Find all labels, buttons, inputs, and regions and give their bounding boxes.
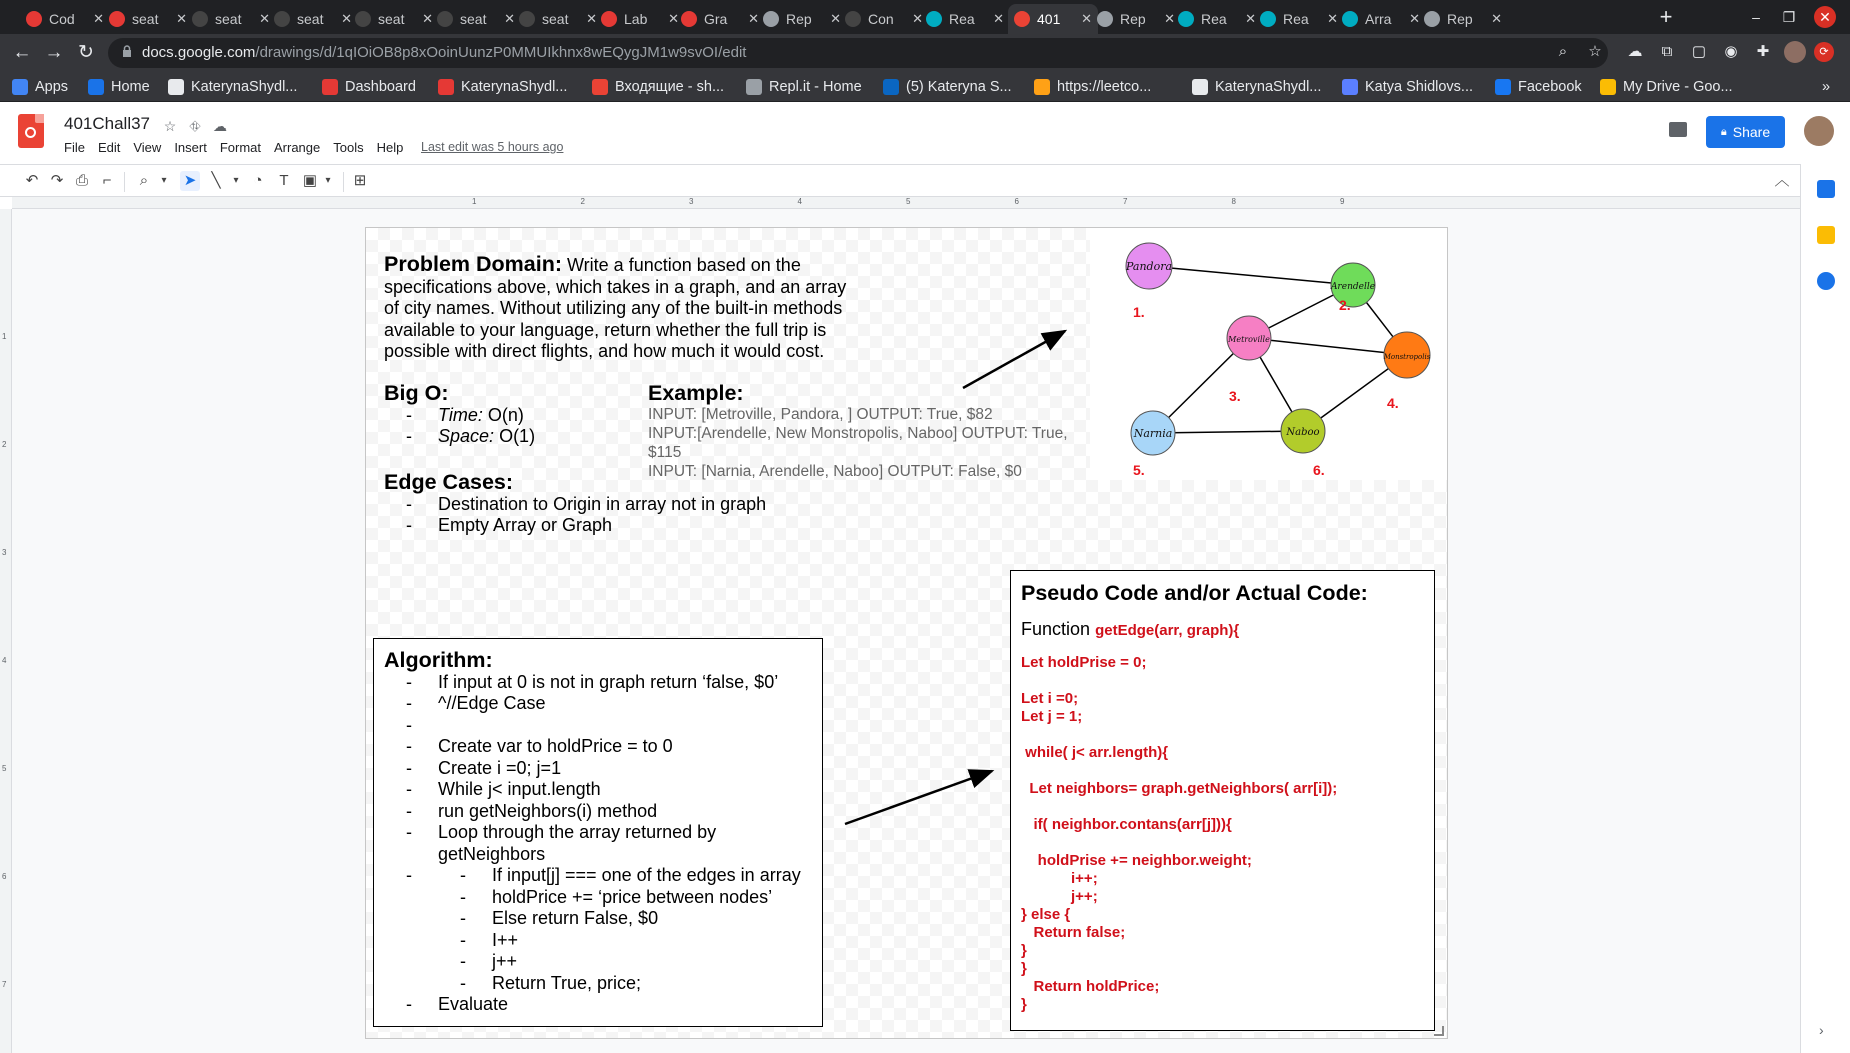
graph-number-label: 3. [1229, 388, 1241, 404]
bookmark-label: Repl.it - Home [769, 79, 862, 95]
problem-domain-text[interactable] [384, 254, 864, 363]
zoom-tool-icon[interactable]: ⌕ [139, 172, 149, 189]
tab-close-icon[interactable]: ✕ [586, 11, 597, 26]
graph-node-label: Metroville [1228, 335, 1270, 344]
bookmark-icon [883, 79, 899, 95]
extension-copy-icon[interactable]: ⧉ [1661, 43, 1673, 60]
select-arrow-icon[interactable]: ➤ [180, 171, 200, 191]
code-line [1021, 834, 1431, 852]
tab-favicon-icon [274, 11, 290, 27]
horizontal-ruler [12, 197, 1800, 209]
tab-label: Gra [704, 11, 728, 27]
bookmark-item[interactable] [1342, 77, 1473, 97]
browser-tab[interactable] [103, 4, 193, 34]
browser-tab[interactable] [839, 4, 929, 34]
algorithm-spacer [384, 715, 824, 737]
code-line: Let j = 1; [1021, 708, 1083, 725]
ruler-tick: 4 [2, 656, 7, 665]
bookmark-icon [1034, 79, 1050, 95]
tab-label: seat [132, 11, 159, 27]
problem-heading: Problem Domain: [384, 252, 562, 276]
browser-tab[interactable] [20, 4, 110, 34]
tab-close-icon[interactable]: ✕ [1081, 11, 1092, 26]
tab-close-icon[interactable]: ✕ [668, 11, 679, 26]
browser-tab[interactable] [675, 4, 765, 34]
graph-edge[interactable] [1153, 431, 1303, 433]
problem-description: Write a function based on the specifications above, which takes in a graph, and an array of city names. Without utilizing any of the built-in methods available to your language, return whether the full trip is possible with direct flights, and how much it would cost. [384, 255, 847, 361]
bookmark-icon [1600, 79, 1616, 95]
extension-glasses-icon[interactable]: ◉ [1724, 43, 1738, 60]
lock-icon [122, 45, 132, 57]
tab-favicon-icon [1424, 11, 1440, 27]
function-signature: getEdge(arr, graph){ [1095, 621, 1240, 639]
resize-handle[interactable] [1434, 1026, 1444, 1036]
bookmark-item[interactable] [1034, 77, 1151, 97]
bookmark-item[interactable] [12, 77, 68, 97]
edge-cases-text[interactable] [384, 472, 844, 537]
tab-favicon-icon [437, 11, 453, 27]
tab-close-icon[interactable]: ✕ [912, 11, 923, 26]
browser-toolbar [0, 34, 1850, 71]
calendar-icon[interactable] [1817, 180, 1835, 198]
ruler-tick: 7 [2, 980, 7, 989]
bookmark-item[interactable] [592, 77, 724, 97]
code-line: Return false; [1021, 924, 1126, 941]
image-dropdown-icon[interactable]: ▾ [325, 175, 331, 186]
print-icon[interactable]: ⎙ [75, 172, 88, 189]
tab-favicon-icon [192, 11, 208, 27]
tab-label: Rea [1201, 11, 1227, 27]
vertical-ruler [0, 209, 12, 1053]
tab-label: Arra [1365, 11, 1392, 27]
menu-help[interactable]: Help [376, 140, 404, 155]
bookmark-item[interactable] [1600, 77, 1733, 97]
move-folder-icon[interactable]: ⛗ [189, 118, 201, 134]
bookmark-label: (5) Kateryna S... [906, 79, 1012, 95]
space-complexity: - Space: O(1) [384, 426, 624, 448]
extension-box-icon[interactable]: ▢ [1691, 43, 1707, 60]
bookmark-item[interactable] [322, 77, 416, 97]
ruler-tick: 5 [2, 764, 7, 773]
account-avatar[interactable] [1804, 116, 1834, 146]
code-line: while( j< arr.length){ [1021, 744, 1169, 761]
tab-favicon-icon [1014, 11, 1030, 27]
tab-favicon-icon [1097, 11, 1113, 27]
tab-close-icon[interactable]: ✕ [1327, 11, 1338, 26]
code-line: j++; [1021, 888, 1098, 905]
star-icon[interactable]: ☆ [163, 118, 177, 134]
graph-edge[interactable] [1149, 266, 1353, 285]
browser-tab[interactable] [1091, 4, 1181, 34]
code-line: i++; [1021, 870, 1098, 887]
tab-close-icon[interactable]: ✕ [504, 11, 515, 26]
algorithm-step: - ^//Edge Case [384, 693, 824, 715]
example-line: INPUT: [Narnia, Arendelle, Naboo] OUTPUT: False, $0 [648, 462, 1022, 480]
code-line [1021, 672, 1431, 690]
algorithm-step: - Evaluate [384, 994, 824, 1016]
menu-insert[interactable]: Insert [174, 140, 207, 155]
bookmark-icon [1495, 79, 1511, 95]
keep-icon[interactable] [1817, 226, 1835, 244]
example-line: INPUT:[Arendelle, New Monstropolis, Naboo] OUTPUT: True, $115 [648, 424, 1068, 461]
forward-icon[interactable]: → [44, 42, 64, 63]
ruler-tick: 3 [2, 548, 7, 557]
menu-tools[interactable]: Tools [333, 140, 364, 155]
tab-favicon-icon [1260, 11, 1276, 27]
code-line: } [1021, 960, 1027, 977]
bookmarks-bar [0, 71, 1850, 102]
bookmark-item[interactable] [88, 77, 150, 97]
graph-node-label: Narnia [1133, 427, 1173, 440]
address-bar[interactable] [108, 38, 1608, 68]
graph-node-label: Monstropolis [1383, 353, 1431, 361]
browser-tab[interactable] [757, 4, 847, 34]
drawing-toolbar [0, 164, 1800, 197]
code-line [1021, 798, 1431, 816]
tab-label: Rea [949, 11, 975, 27]
browser-tab-strip [0, 0, 1850, 34]
toolbar-divider [124, 172, 125, 192]
extensions-puzzle-icon[interactable]: ✚ [1756, 43, 1770, 60]
algorithm-substep: - I++ [438, 930, 824, 952]
tab-favicon-icon [601, 11, 617, 27]
bookmark-icon [438, 79, 454, 95]
browser-tab[interactable] [1008, 4, 1098, 34]
algorithm-step: - While j< input.length [384, 779, 824, 801]
zoom-dropdown-icon[interactable]: ▾ [161, 175, 167, 186]
tab-favicon-icon [763, 11, 779, 27]
bookmark-label: Facebook [1518, 79, 1582, 95]
extension-cloud-icon[interactable]: ☁ [1627, 43, 1643, 60]
ruler-tick: 6 [1014, 197, 1019, 206]
browser-tab[interactable] [1172, 4, 1262, 34]
edge-case-item: - Destination to Origin in array not in graph [384, 494, 844, 516]
bookmark-item[interactable] [1192, 77, 1321, 97]
tab-favicon-icon [845, 11, 861, 27]
ruler-tick: 1 [2, 332, 7, 341]
expand-chevron-icon[interactable]: › [1819, 1022, 1824, 1038]
code-line: Return holdPrice; [1021, 978, 1160, 995]
code-line: if( neighbor.contans(arr[j])){ [1021, 816, 1232, 833]
edge-cases-heading: Edge Cases: [384, 470, 514, 494]
code-line [1021, 762, 1431, 780]
graph-number-label: 2. [1339, 297, 1351, 313]
tab-close-icon[interactable]: ✕ [176, 11, 187, 26]
cloud-saved-icon[interactable]: ☁ [213, 118, 227, 134]
shape-tool-icon[interactable]: ◔ [253, 172, 263, 189]
ruler-tick: 2 [580, 197, 585, 206]
browser-tab[interactable] [268, 4, 358, 34]
bookmark-label: Входящие - sh... [615, 79, 725, 95]
menu-format[interactable]: Format [219, 140, 261, 155]
menu-edit[interactable]: Edit [97, 140, 121, 155]
algorithm-substep: - Else return False, $0 [438, 908, 824, 930]
code-line: Let holdPrise = 0; [1021, 654, 1147, 671]
algorithm-substep: - j++ [438, 951, 824, 973]
bookmark-icon [88, 79, 104, 95]
ruler-tick: 1 [472, 197, 477, 206]
code-line: } [1021, 996, 1027, 1013]
algorithm-substep: - - If input[j] === one of the edges in array [438, 865, 824, 887]
add-comment-icon[interactable]: ⊞ [353, 172, 367, 189]
share-button[interactable] [1706, 116, 1785, 148]
tab-close-icon[interactable]: ✕ [1409, 11, 1420, 26]
drawings-header [0, 102, 1850, 164]
code-line: } else { [1021, 906, 1071, 923]
comments-icon[interactable] [1669, 122, 1687, 137]
bookmark-icon [746, 79, 762, 95]
profile-avatar[interactable] [1784, 41, 1806, 63]
algorithm-text[interactable] [384, 650, 824, 1016]
browser-tab[interactable] [1418, 4, 1508, 34]
ruler-tick: 5 [906, 197, 911, 206]
tab-close-icon[interactable]: ✕ [1164, 11, 1175, 26]
tab-close-icon[interactable]: ✕ [93, 11, 104, 26]
tab-label: Rea [1283, 11, 1309, 27]
ruler-tick: 8 [1231, 197, 1236, 206]
time-complexity: - Time: O(n) [384, 405, 624, 427]
ruler-tick: 3 [689, 197, 694, 206]
bookmark-icon [322, 79, 338, 95]
code-line [1021, 726, 1431, 744]
ruler-tick: 2 [2, 440, 7, 449]
algorithm-step: - run getNeighbors(i) method [384, 801, 824, 823]
bookmark-label: KaterynaShydl... [461, 79, 568, 95]
bookmark-item[interactable] [168, 77, 297, 97]
tab-favicon-icon [926, 11, 942, 27]
undo-icon[interactable]: ↶ [25, 172, 39, 189]
browser-tab[interactable] [513, 4, 603, 34]
graph-number-label: 5. [1133, 462, 1145, 478]
algorithm-step: - If input at 0 is not in graph return ‘false, $0’ [384, 672, 824, 694]
bookmark-item[interactable] [746, 77, 862, 97]
graph-number-label: 1. [1133, 304, 1145, 320]
algorithm-step: - Create i =0; j=1 [384, 758, 824, 780]
tab-label: seat [378, 11, 405, 27]
document-title[interactable]: 401Chall37 [64, 114, 151, 133]
big-o-text[interactable] [384, 383, 624, 448]
graph-node-label: Pandora [1125, 260, 1173, 273]
bookmark-icon [1342, 79, 1358, 95]
bookmark-icon [1192, 79, 1208, 95]
ruler-tick: 7 [1123, 197, 1128, 206]
big-o-heading: Big O: [384, 381, 449, 405]
tab-close-icon[interactable]: ✕ [830, 11, 841, 26]
toolbar-divider [343, 172, 344, 192]
tab-close-icon[interactable]: ✕ [259, 11, 270, 26]
line-tool-icon[interactable]: ╲ [211, 172, 221, 189]
menu-view[interactable]: View [133, 140, 162, 155]
image-icon[interactable]: ▣ [302, 172, 318, 189]
tab-close-icon[interactable]: ✕ [341, 11, 352, 26]
algorithm-substep: - holdPrice += ‘price between nodes’ [438, 887, 824, 909]
algorithm-step: - Create var to holdPrice = to 0 [384, 736, 824, 758]
tab-favicon-icon [109, 11, 125, 27]
more-bookmarks-icon[interactable]: » [1822, 79, 1831, 95]
bookmark-label: Katya Shidlovs... [1365, 79, 1473, 95]
tab-label: Con [868, 11, 894, 27]
ruler-tick: 4 [797, 197, 802, 206]
menu-file[interactable]: File [64, 140, 85, 155]
graph-node-label: Naboo [1286, 427, 1320, 438]
algorithm-heading: Algorithm: [384, 648, 493, 672]
browser-tab[interactable] [186, 4, 276, 34]
pseudo-code-text[interactable] [1021, 583, 1431, 1014]
code-line: Let i =0; [1021, 690, 1079, 707]
browser-tab[interactable] [1254, 4, 1344, 34]
tab-close-icon[interactable]: ✕ [748, 11, 759, 26]
tab-label: Rep [1447, 11, 1473, 27]
restore-icon[interactable]: ❐ [1782, 9, 1796, 25]
example-text[interactable] [648, 383, 1088, 481]
ruler-tick: 6 [2, 872, 7, 881]
ruler-tick: 9 [1340, 197, 1345, 206]
bookmark-icon [12, 79, 28, 95]
zoom-icon[interactable]: ⌕ [1558, 43, 1568, 60]
code-heading: Pseudo Code and/or Actual Code: [1021, 581, 1368, 605]
bookmark-label: KaterynaShydl... [1215, 79, 1322, 95]
bookmark-label: https://leetco... [1057, 79, 1152, 95]
new-tab-button[interactable]: + [1659, 4, 1673, 29]
paint-format-icon[interactable]: ⌐ [102, 172, 112, 189]
tab-favicon-icon [681, 11, 697, 27]
example-line: INPUT: [Metroville, Pandora, ] OUTPUT: True, $82 [648, 405, 993, 423]
tab-close-icon[interactable]: ✕ [993, 11, 1004, 26]
city-graph[interactable] [1090, 228, 1447, 480]
collapse-chevron-up-icon[interactable]: ︿ [1774, 172, 1790, 189]
tasks-icon[interactable] [1817, 272, 1835, 290]
tab-label: Lab [624, 11, 648, 27]
url-text: docs.google.com/drawings/d/1qIOiOB8p8xOoinUunzP0MMUIkhnx8wEQygJM1w9svOI/edit [142, 44, 747, 61]
algorithm-substeps [384, 865, 824, 994]
bookmark-star-icon[interactable]: ☆ [1588, 43, 1602, 60]
algorithm-substep: - Return True, price; [438, 973, 824, 995]
tab-label: seat [460, 11, 487, 27]
bookmark-label: Apps [35, 79, 69, 95]
tab-close-icon[interactable]: ✕ [1245, 11, 1256, 26]
browser-tab[interactable] [920, 4, 1010, 34]
bookmark-item[interactable] [438, 77, 567, 97]
code-lines [1021, 654, 1431, 1014]
bookmark-label: Dashboard [345, 79, 416, 95]
last-edit-link[interactable]: Last edit was 5 hours ago [421, 140, 564, 154]
bookmark-icon [592, 79, 608, 95]
drawings-logo-icon[interactable] [18, 114, 44, 148]
code-line: Let neighbors= graph.getNeighbors( arr[i]); [1021, 780, 1338, 797]
browser-tab[interactable] [1336, 4, 1426, 34]
back-icon[interactable]: ← [12, 42, 32, 63]
close-window-icon[interactable]: ✕ [1814, 6, 1836, 28]
update-icon[interactable]: ⟳ [1814, 42, 1834, 62]
tab-label: Rep [1120, 11, 1146, 27]
bookmark-item[interactable] [883, 77, 1012, 97]
share-lock-icon: 🔒︎ [1720, 125, 1727, 138]
tab-label: Cod [49, 11, 75, 27]
tab-favicon-icon [1342, 11, 1358, 27]
share-label: Share [1732, 124, 1771, 140]
text-box-icon[interactable]: T [279, 172, 289, 189]
tab-close-icon[interactable]: ✕ [1491, 11, 1502, 26]
tab-label: 401 [1037, 11, 1061, 27]
tab-label: seat [542, 11, 569, 27]
example-heading: Example: [648, 381, 744, 405]
graph-node-label: Arendelle [1330, 282, 1376, 292]
tab-favicon-icon [355, 11, 371, 27]
tab-favicon-icon [26, 11, 42, 27]
function-keyword: Function [1021, 618, 1091, 639]
bookmark-label: My Drive - Goo... [1623, 79, 1733, 95]
tab-close-icon[interactable]: ✕ [422, 11, 433, 26]
menu-arrange[interactable]: Arrange [274, 140, 321, 155]
graph-number-label: 6. [1313, 462, 1325, 478]
algorithm-step: - Loop through the array returned by getNeighbors [384, 822, 824, 865]
reload-icon[interactable]: ↻ [78, 42, 94, 63]
bookmark-item[interactable] [1495, 77, 1582, 97]
browser-tab[interactable] [349, 4, 439, 34]
tab-label: seat [297, 11, 324, 27]
menu-bar [64, 140, 416, 155]
edge-case-item: - Empty Array or Graph [384, 515, 844, 537]
tab-favicon-icon [1178, 11, 1194, 27]
tab-favicon-icon [519, 11, 535, 27]
bookmark-label: Home [111, 79, 150, 95]
tab-label: Rep [786, 11, 812, 27]
bookmark-label: KaterynaShydl... [191, 79, 298, 95]
browser-tab[interactable] [431, 4, 521, 34]
code-line: } [1021, 942, 1027, 959]
minimize-icon[interactable]: – [1752, 9, 1760, 25]
code-line: holdPrise += neighbor.weight; [1021, 852, 1252, 869]
browser-tab[interactable] [595, 4, 685, 34]
tab-label: seat [215, 11, 242, 27]
line-dropdown-icon[interactable]: ▾ [233, 175, 239, 186]
redo-icon[interactable]: ↷ [50, 172, 64, 189]
graph-number-label: 4. [1387, 395, 1399, 411]
side-panel [1800, 164, 1850, 1053]
bookmark-icon [168, 79, 184, 95]
